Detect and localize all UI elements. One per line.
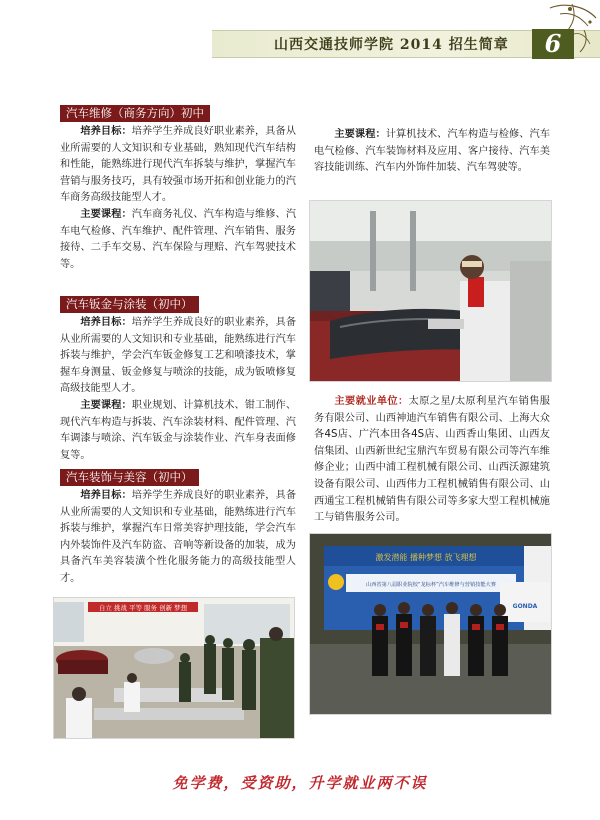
page-number: 6 bbox=[544, 29, 562, 58]
goal-text: 培养学生养成良好的职业素养，具备从业所需要的人文知识和专业基础，能熟练进行汽车拆装与维护，学会汽车钣金修复工艺和喷漆技术，掌握车身测量、钣金修复与喷涂的技能，成为钣喷修复高级技能型人才。 bbox=[60, 317, 297, 395]
goal-label: 培养目标： bbox=[80, 490, 132, 501]
course-label: 主要课程： bbox=[80, 208, 132, 220]
employment-block bbox=[314, 394, 550, 527]
goal-text: 培养学生养成良好的职业素养，具备从业所需要的人文知识和专业基础，能熟练进行汽车拆装与维护，掌握汽车日常美容护理技能，学会汽车内外装饰件及汽车防盗、音响等新设备的加装，成为具备汽车美容装潢个性化服务能力的高级技能型人才。 bbox=[60, 490, 297, 584]
section-body-auto-repair-business bbox=[60, 124, 296, 273]
section-body-sheet-metal bbox=[60, 315, 296, 464]
section-title-auto-repair-business: 汽车维修（商务方向）初中 bbox=[60, 105, 210, 122]
skills-contest-photo bbox=[309, 533, 552, 715]
employment-label: 主要就业单位： bbox=[334, 396, 409, 407]
section-title-decoration: 汽车装饰与美容（初中） bbox=[60, 469, 199, 486]
right-course-block bbox=[314, 127, 550, 177]
footer-slogan: 免学费，受资助，升学就业两不误 bbox=[172, 774, 428, 792]
course-text: 计算机技术、汽车构造与检修、汽车电气检修、汽车装饰材料及应用、客户接待、汽车美容技能训练、汽车内外饰件加装、汽车驾驶等。 bbox=[314, 129, 551, 174]
header-title: 山西交通技师学院 2014 招生简章 bbox=[274, 37, 509, 53]
contest-banner-slogan: 激发潜能 播种梦想 放飞理想 bbox=[375, 553, 477, 562]
section-body-decoration bbox=[60, 488, 296, 588]
contest-banner-title: 山西省第八届职业院校“龙标杯”汽车维修与营销技能大赛 bbox=[366, 582, 496, 588]
spray-painting-photo bbox=[309, 200, 552, 382]
sponsor-logo-text: GONDA bbox=[512, 603, 538, 610]
course-text: 职业规划、计算机技术、钳工制作、现代汽车构造与拆装、汽车涂装材料、配件管理、汽车调漆与喷涂、汽车钣金与涂装作业、汽车身表面修复等。 bbox=[60, 399, 297, 461]
corner-ornament-icon bbox=[530, 0, 600, 60]
employment-text: 太原之星/太原利星汽车销售服务有限公司、山西神迪汽车销售有限公司、上海大众各4S店、广汽本田各4S店、山西香山集团、山西友信集团、山西新世纪宝鼎汽车贸易有限公司等汽车维修企业；山西中浦工程机械有限公司、山西沃源建筑设备有限公司、山西伟力工程机械销售有限公司、山西通宝工程机械销售有限公司等多家大型工程机械施工与销售服务公司。 bbox=[314, 396, 550, 524]
classroom-banner-text: 自立 挑战 平等 服务 创新 梦想 bbox=[98, 604, 188, 612]
goal-text: 培养学生养成良好职业素养，具备从业所需要的人文知识和专业基础，熟知现代汽车结构和性能，能熟练进行现代汽车拆装与维护，掌握汽车营销与服务技巧，具有较强市场开拓和创业能力的汽车商务高级技能型人才。 bbox=[60, 126, 297, 204]
course-label: 主要课程： bbox=[80, 399, 132, 411]
classroom-exam-photo bbox=[53, 597, 295, 739]
goal-label: 培养目标： bbox=[80, 317, 132, 328]
course-text: 汽车商务礼仪、汽车构造与维修、汽车电气检修、汽车维护、配件管理、汽车销售、服务接待、二手车交易、汽车保险与理赔、汽车驾驶技术等。 bbox=[60, 208, 297, 270]
course-label: 主要课程： bbox=[334, 129, 386, 140]
goal-label: 培养目标： bbox=[80, 126, 132, 137]
section-title-sheet-metal: 汽车钣金与涂装（初中） bbox=[60, 296, 199, 313]
